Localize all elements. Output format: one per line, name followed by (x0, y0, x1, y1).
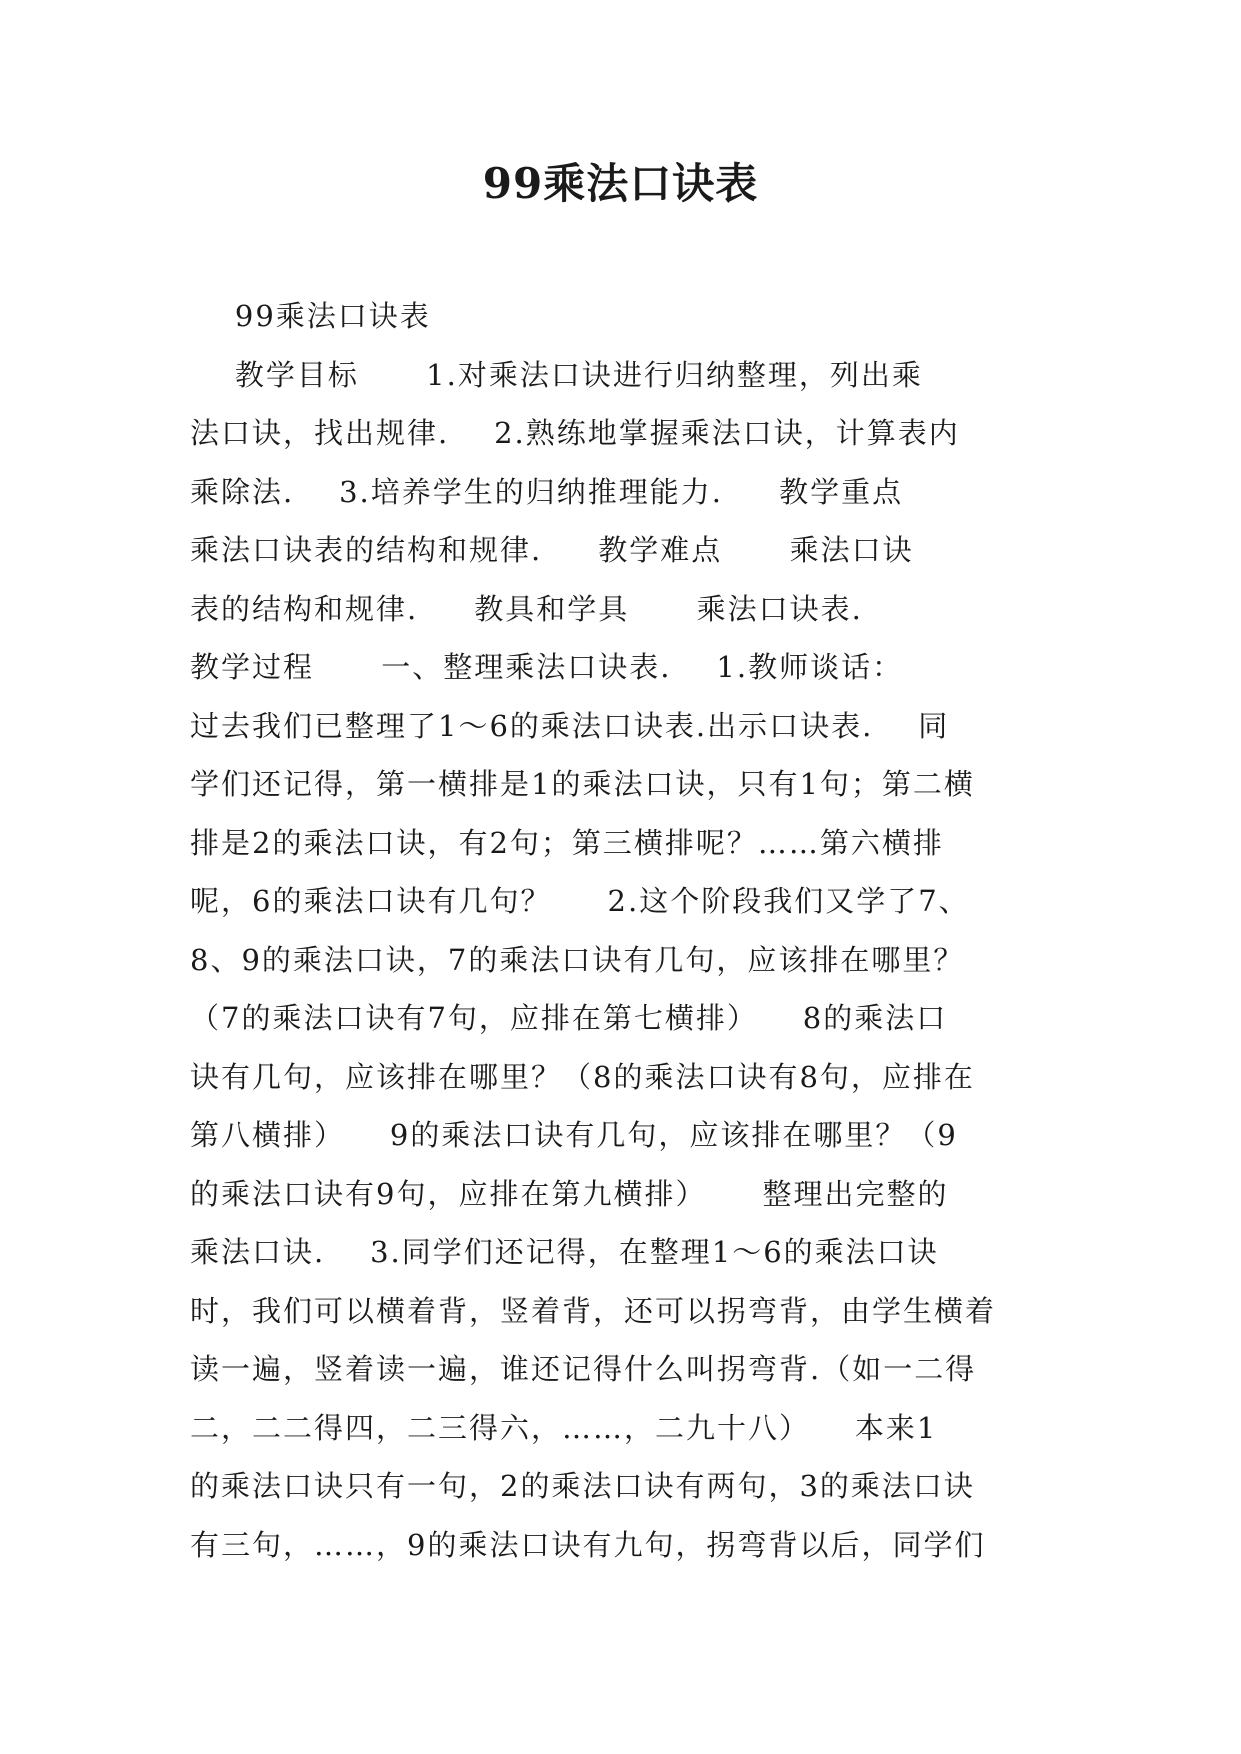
text-line: 乘法口诀. 3.同学们还记得，在整理1～6的乘法口诀 (190, 1235, 939, 1269)
text-line: 教学目标 1.对乘法口诀进行归纳整理，列出乘 (190, 357, 923, 392)
text-line: 呢，6的乘法口诀有几句？ 2.这个阶段我们又学了7、 (190, 884, 970, 918)
text-line: 时，我们可以横着背，竖着背，还可以拐弯背，由学生横着 (190, 1293, 997, 1328)
text-line: 法口诀，找出规律. 2.熟练地掌握乘法口诀，计算表内 (190, 416, 960, 450)
text-line: 8、9的乘法口诀，7的乘法口诀有几句，应该排在哪里？ (190, 942, 965, 977)
text-line: 的乘法口诀只有一句，2的乘法口诀有两句，3的乘法口诀 (190, 1469, 975, 1503)
text-line: 排是2的乘法口诀，有2句；第三横排呢？……第六横排 (190, 825, 944, 860)
document-body (190, 287, 1052, 1574)
text-line: 诀有几句，应该排在哪里？（8的乘法口诀有8句，应排在 (190, 1059, 975, 1094)
text-line: 教学过程 一、整理乘法口诀表. 1.教师谈话： (190, 650, 904, 684)
text-line: （7的乘法口诀有7句，应排在第七横排） 8的乘法口 (190, 1001, 948, 1035)
text-line: 过去我们已整理了1～6的乘法口诀表.出示口诀表. 同 (190, 708, 950, 743)
text-line: 二，二二得四，二三得六，……，二九十八） 本来1 (190, 1410, 938, 1445)
text-line: 第八横排） 9的乘法口诀有几句，应该排在哪里？（9 (190, 1118, 958, 1152)
text-line: 乘除法. 3.培养学生的归纳推理能力. 教学重点 (190, 474, 904, 509)
document-title: 99乘法口诀表 (482, 159, 759, 208)
text-line: 乘法口诀表的结构和规律. 教学难点 乘法口诀 (190, 533, 914, 567)
text-line: 的乘法口诀有9句，应排在第九横排） 整理出完整的 (190, 1176, 949, 1211)
text-line: 99乘法口诀表 (190, 299, 431, 333)
text-line: 有三句，……，9的乘法口诀有九句，拐弯背以后，同学们 (190, 1527, 986, 1562)
text-line: 学们还记得，第一横排是1的乘法口诀，只有1句；第二横 (190, 767, 975, 801)
text-line: 表的结构和规律. 教具和学具 乘法口诀表. (190, 591, 863, 626)
text-line: 读一遍，竖着读一遍，谁还记得什么叫拐弯背.（如一二得 (190, 1352, 977, 1386)
